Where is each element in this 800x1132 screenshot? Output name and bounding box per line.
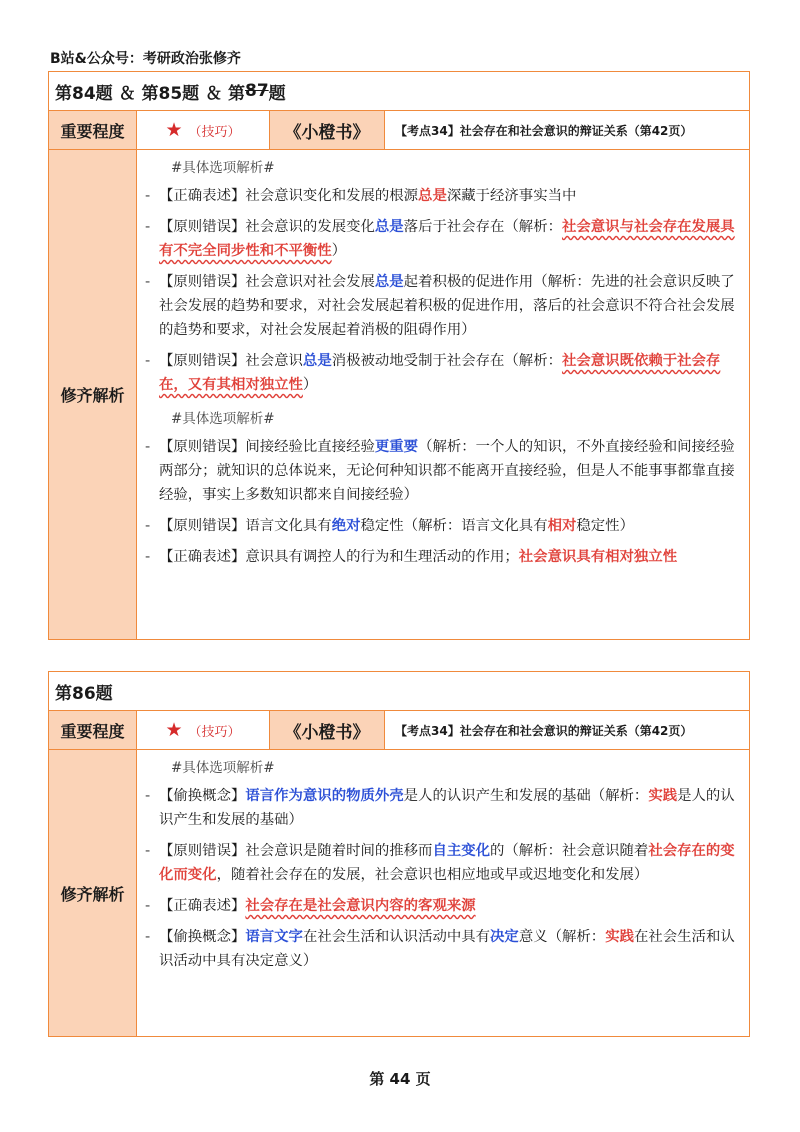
topic-text: 【考点34】社会存在和社会意识的辩证关系（第42页）	[395, 723, 693, 738]
list-item-text	[159, 894, 743, 918]
text-segment: 【正确表述】	[159, 898, 246, 914]
bullet-dash: -	[145, 439, 151, 455]
bullet-dash: -	[145, 788, 151, 804]
list-item-text	[159, 215, 743, 263]
section-subtitle: #具体选项解析#	[171, 760, 275, 776]
bullet-dash: -	[145, 929, 151, 945]
highlight-text: 总是	[302, 353, 332, 369]
highlight-text: 绝对	[331, 518, 361, 534]
rating-text: （技巧）	[188, 724, 241, 740]
analysis-label: 修齐解析	[49, 750, 137, 1036]
highlight-text: 实践	[605, 929, 634, 945]
rating-text: （技巧）	[188, 124, 241, 140]
highlight-text: 社会存在是社会意识内容的客观来源	[245, 898, 476, 914]
meta-row	[49, 711, 749, 750]
text-segment: （解析：一个人的知识，不外直接经验和间接经验两部分；就知识的总体说来，无论何种知识都不能离开直接经验，但是人不能事事都靠直接经验，事实上多数知识都来自间接经验）	[159, 439, 735, 503]
bullet-dash: -	[145, 219, 151, 235]
bullet-dash: -	[145, 353, 151, 369]
analysis-content	[137, 150, 749, 639]
list-item-text	[159, 925, 743, 973]
text-segment: 意义（解析：	[518, 929, 606, 945]
text-segment: ）	[331, 243, 347, 259]
text-segment: 是人的认识产生和发展的基础）	[159, 788, 735, 828]
list-item	[145, 215, 743, 263]
question-title: 第84题 ＆ 第85题 ＆ 第 87 题	[49, 72, 749, 111]
bullet-dash: -	[145, 188, 151, 204]
option-list	[145, 435, 743, 569]
text-segment: 是人的认识产生和发展的基础（解析：	[403, 788, 649, 804]
star-icon: ★	[165, 719, 183, 741]
highlight-text: 语言文字	[245, 929, 303, 945]
list-item	[145, 545, 743, 569]
text-segment: 【原则错误】语言文化具有	[159, 518, 332, 534]
section-subtitle: #具体选项解析#	[171, 160, 275, 176]
list-item	[145, 514, 743, 538]
highlight-text: 自主变化	[432, 843, 491, 859]
bullet-dash: -	[145, 898, 151, 914]
list-item-text	[159, 349, 743, 397]
text-segment: 起着积极的促进作用（解析：先进的社会意识反映了社会发展的趋势和要求，对社会发展起着积极的促进作用，落后的社会意识不符合社会发展的趋势和要求，对社会发展起着消极的阻碍作用）	[159, 274, 735, 338]
highlight-text: 语言作为意识的物质外壳	[245, 788, 404, 804]
analysis-row	[49, 150, 749, 639]
list-item	[145, 894, 743, 918]
bullet-dash: -	[145, 843, 151, 859]
highlight-text: 实践	[648, 788, 678, 804]
text-segment: 【原则错误】间接经验比直接经验	[159, 439, 375, 455]
text-segment: 【正确表述】社会意识变化和发展的根源	[159, 188, 419, 204]
text-segment: 【原则错误】社会意识的发展变化	[159, 219, 375, 235]
question-block-84-85	[48, 71, 750, 640]
text-segment: 【原则错误】社会意识对社会发展	[159, 274, 375, 290]
text-segment: 落后于社会存在（解析：	[403, 219, 562, 235]
text-segment: 【偷换概念】	[159, 788, 246, 804]
list-item-text	[159, 545, 743, 569]
text-segment: 【正确表述】意识具有调控人的行为和生理活动的作用；	[159, 549, 519, 565]
text-segment: 【原则错误】社会意识	[159, 353, 303, 369]
text-segment: 稳定性（解析：语言文化具有	[360, 518, 548, 534]
highlight-text: 相对	[547, 518, 577, 534]
list-item	[145, 270, 743, 342]
text-segment: 的（解析：社会意识随着	[490, 843, 649, 859]
list-item	[145, 839, 743, 887]
list-item-text	[159, 270, 743, 342]
analysis-content	[137, 750, 749, 1036]
text-segment: ）	[302, 377, 318, 393]
text-segment: ，随着社会存在的发展，社会意识也相应地或早或迟地变化和发展）	[216, 867, 649, 883]
importance-rating	[137, 711, 270, 749]
list-item-text	[159, 514, 743, 538]
text-segment: 在社会生活和认识活动中具有决定意义）	[159, 929, 735, 969]
topic-text: 【考点34】社会存在和社会意识的辩证关系（第42页）	[395, 123, 693, 138]
bullet-dash: -	[145, 549, 151, 565]
text-segment: 【偷换概念】	[159, 929, 246, 945]
book-title: 《小橙书》	[270, 711, 385, 749]
star-icon: ★	[165, 119, 183, 141]
text-segment: 在社会生活和认识活动中具有	[302, 929, 491, 945]
list-item-text	[159, 435, 743, 507]
highlight-text: 社会意识具有相对独立性	[518, 549, 678, 565]
page-header: B站&公众号：考研政治张修齐	[50, 51, 241, 67]
text-segment: 【原则错误】社会意识是随着时间的推移而	[159, 843, 433, 859]
list-item	[145, 435, 743, 507]
list-item-text	[159, 184, 743, 208]
question-block-86	[48, 671, 750, 1037]
highlight-text: 总是	[374, 274, 404, 290]
bullet-dash: -	[145, 274, 151, 290]
section-subtitle: #具体选项解析#	[171, 411, 275, 427]
list-item	[145, 184, 743, 208]
option-list	[145, 184, 743, 397]
highlight-text: 社会意识既依赖于社会存在，又有其相对独立性	[159, 353, 721, 393]
list-item-text	[159, 839, 743, 887]
importance-label: 重要程度	[49, 711, 137, 749]
text-segment: 深藏于经济事实当中	[446, 188, 577, 204]
analysis-label: 修齐解析	[49, 150, 137, 639]
struck-number: 87	[245, 81, 269, 101]
text-segment: 消极被动地受制于社会存在（解析：	[331, 353, 562, 369]
book-title: 《小橙书》	[270, 111, 385, 149]
highlight-text: 总是	[418, 188, 447, 204]
option-list	[145, 784, 743, 973]
list-item	[145, 349, 743, 397]
highlight-text: 决定	[490, 929, 519, 945]
importance-rating	[137, 111, 270, 149]
highlight-text: 社会存在的变化而变化	[159, 843, 735, 883]
highlight-text: 总是	[374, 219, 404, 235]
importance-label: 重要程度	[49, 111, 137, 149]
list-item	[145, 925, 743, 973]
analysis-row	[49, 750, 749, 1036]
highlight-text: 更重要	[374, 439, 419, 455]
list-item	[145, 784, 743, 832]
meta-row	[49, 111, 749, 150]
page-number: 第 44 页	[369, 1070, 431, 1088]
text-segment: 稳定性）	[576, 518, 634, 534]
list-item-text	[159, 784, 743, 832]
question-title: 第86题	[49, 672, 749, 711]
highlight-text: 社会意识与社会存在发展具有不完全同步性和不平衡性	[159, 219, 735, 259]
bullet-dash: -	[145, 518, 151, 534]
